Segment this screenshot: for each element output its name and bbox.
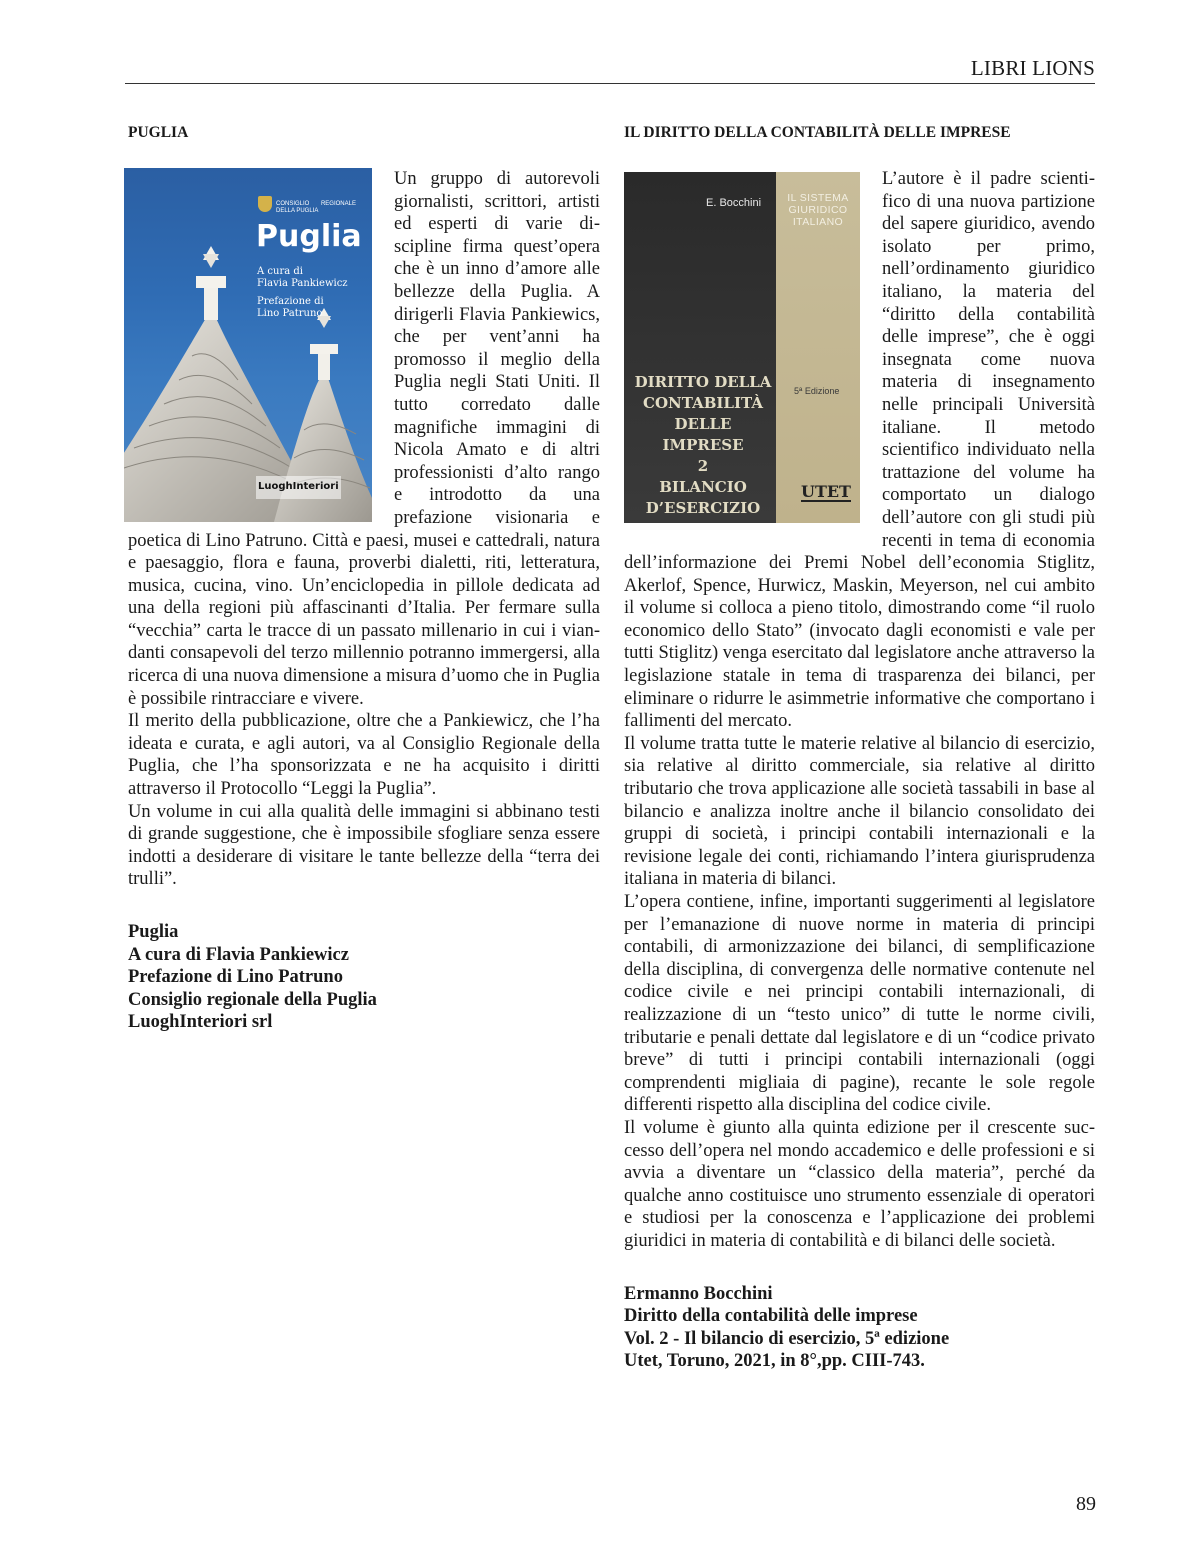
book-credits-diritto xyxy=(624,1283,1095,1373)
paragraph: Il merito della pubblicazione, oltre che a Pankiewicz, che l’ha ideata e curata, e agli autori, va al Consiglio Regionale della Puglia, che l’ha sponsorizzata e ne ha acquisito i diritti attraverso il Protocollo “Leggi la Puglia”. xyxy=(128,711,600,800)
paragraph: L’autore è il padre scientifico di una nuova partizione del sapere giuridico, avendo isolato per primo, nell’ordinamento giuridico italiano, la materia del “diritto della contabilità delle imprese”, che è oggi insegnata come nuova materia di insegnamento nelle principali Università italiane. Il metodo scientifico individuato nella trattazione del volume ha comportato un dialogo dell’autore con gli studi più recenti in tema di economia dell’informazione dei Premi Nobel dell’economia Stiglitz, Akerlof, Spence, Hurwicz, Maskin, Meyerson, nel cui ambito il volume si colloca a pieno titolo, dimostrando come “il ruolo economico dello Stato” (invocato dagli economisti e vale per tutti Stiglitz) venga esercitato dal legislatore anche attraverso la legislazione statale in tema di trasparenza dei bilanci, per eliminare o ridurre le asimmetrie informative che comportano i fallimenti del mercato. xyxy=(624,169,1095,732)
credit-line: Puglia xyxy=(128,922,179,942)
cover-edition: 5ª Edizione xyxy=(794,386,840,396)
paragraph: Un gruppo di autorevoli giornalisti, scrittori, artisti ed esperti di varie discipline firma quest’opera che è un inno d’amore alle bellezze della Puglia. A dirigerli Flavia Pankiewics, che per vent’anni ha promosso il meglio della Puglia negli Stati Uniti. Il tutto corredato dalle magnifiche immagini di Nicola Amato e di altri professionisti d’alto rango e introdotto da una prefazione visionaria e poetica di Lino Patruno. Città e paesi, musei e cattedrali, natura e paesaggio, flora e fauna, proverbi dialetti, riti, letteratura, musica, cucina, vino. Un’enciclopedia in pillole dedicata ad una della regioni più affascinanti d’Italia. Per fermare sulla “vecchia” carta le tracce di un passato millenario in cui i viandanti consapevoli del terzo millennio potranno immergersi, alla ricerca di una nuova dimensione a misura d’uomo che in Puglia è possibile rintracciare e vivere. xyxy=(128,169,600,709)
cover-author: E. Bocchini xyxy=(706,197,762,209)
credit-line: Vol. 2 - Il bilancio di esercizio, 5ª edizione xyxy=(624,1328,950,1349)
book-credits-puglia xyxy=(128,921,600,1034)
credit-line: Diritto della contabilità delle imprese xyxy=(624,1306,918,1327)
section-heading-diritto: IL DIRITTO DELLA CONTABILITÀ DELLE IMPRESE xyxy=(624,124,1011,141)
article-body-diritto xyxy=(624,168,1095,1253)
crest-icon xyxy=(258,196,272,212)
article-diritto xyxy=(624,122,1095,1373)
article-puglia xyxy=(128,122,600,1034)
credit-line: Utet, Toruno, 2021, in 8°,pp. CIII-743. xyxy=(624,1351,925,1372)
running-header: LIBRI LIONS xyxy=(970,56,1095,80)
book-cover-diritto xyxy=(624,172,860,523)
book-cover-puglia xyxy=(124,168,372,522)
paragraph: L’opera contiene, infine, importanti suggerimenti al legislatore per l’emanazione di nuove norme in materia di principi contabili, di armonizzazione dei bilanci, di semplificazione della disciplina, di convergenza delle normative contenute nel codice civile e nei principi contabili internazionali, di realizzazione di un “testo unico” di tutte le norme civili, tributarie e penali dettate dal legislatore e di un “codice privato breve” di tutti i principi contabili internazionali (oggi comprendenti migliaia di pagine), recante le sole regole differenti rispetto alla disciplina del codice civile. xyxy=(624,892,1095,1116)
cover-preface: Prefazione di Lino Patruno xyxy=(257,296,324,319)
cover-crest-text: CONSIGLIO REGIONALE DELLA PUGLIA xyxy=(276,201,356,214)
paragraph: Il volume tratta tutte le materie relative al bilancio di esercizio, sia relative al diritto commerciale, sia relative al diritto tributario che trova applicazione alle società tassabili in base al bilancio e analizza inoltre anche il bilancio consolidato dei gruppi di società, i principi contabili internazionali e la revisione legale dei conti, richiamando l’intera giurisprudenza italiana in materia di bilanci. xyxy=(624,733,1095,890)
page-number: 89 xyxy=(1076,1493,1096,1515)
cover-series: IL SISTEMA GIURIDICO ITALIANO xyxy=(787,192,849,228)
paragraph: Il volume è giunto alla quinta edizione per il crescente successo dell’opera nel mondo accademico e delle professioni e si avvia a diventare un “classico della materia”, perché da qualche anno costituisce uno strumento essenziale di operatori e studiosi per la conoscenza e l’applicazione dei problemi giuridici in materia di contabilità e di bilanci delle società. xyxy=(624,1117,1095,1251)
header-rule xyxy=(125,83,1095,84)
credit-line: Ermanno Bocchini xyxy=(624,1283,773,1304)
credit-line: LuoghInteriori srl xyxy=(128,1012,273,1033)
article-body-puglia xyxy=(128,168,600,891)
cover-title: Puglia xyxy=(256,219,362,254)
credit-line: Prefazione di Lino Patruno xyxy=(128,967,343,988)
section-heading-puglia: PUGLIA xyxy=(128,124,189,141)
cover-title: DIRITTO DELLA CONTABILITÀ DELLE IMPRESE 2 BILANCIO D’ESERCIZIO xyxy=(634,373,772,517)
publisher-logo: UTET xyxy=(801,482,851,501)
cover-curated: A cura di Flavia Pankiewicz xyxy=(257,266,348,289)
credit-line: Consiglio regionale della Puglia xyxy=(128,989,377,1010)
paragraph: Un volume in cui alla qualità delle immagini si abbinano testi di grande suggestione, che è impossibile sfogliare senza essere indotti a desiderare di visitare le tante bellezze della “terra dei trulli”. xyxy=(128,801,600,890)
publisher-logo: LuoghInteriori xyxy=(256,476,341,499)
credit-line: A cura di Flavia Pankiewicz xyxy=(128,944,349,965)
